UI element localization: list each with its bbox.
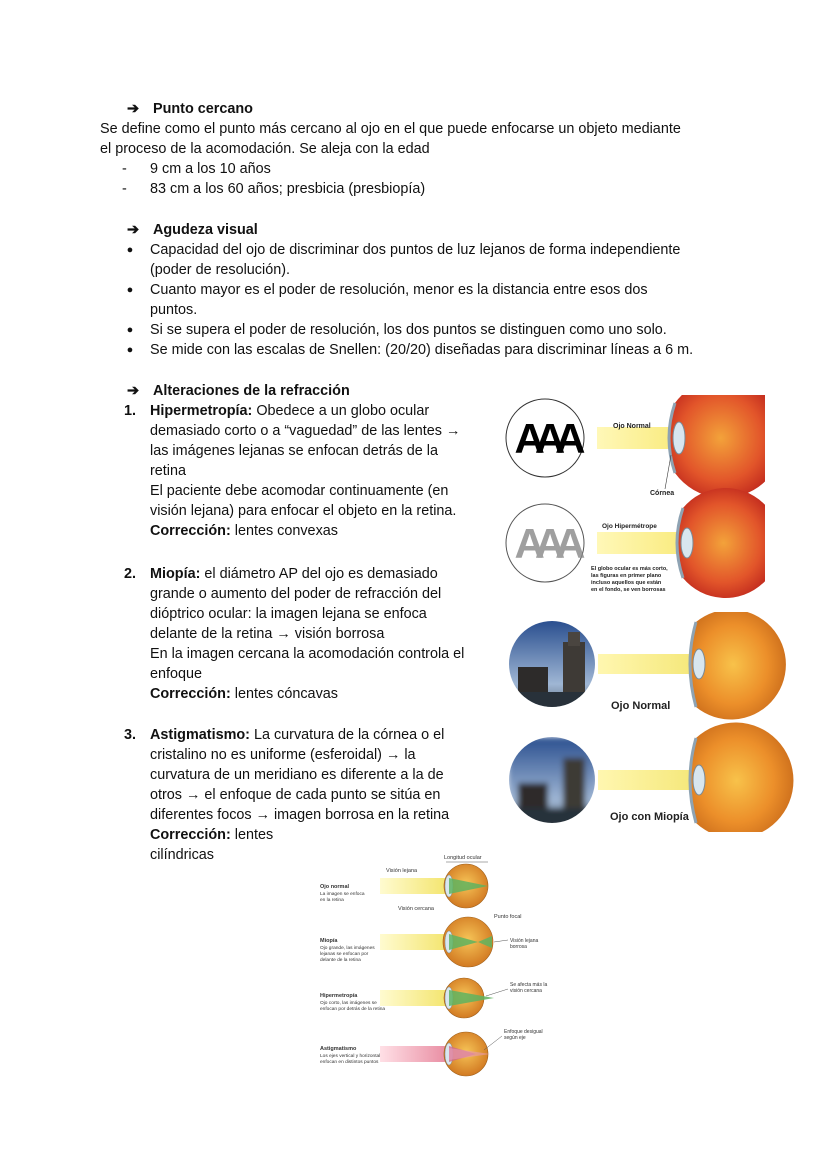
correction-label: Corrección:: [150, 827, 231, 843]
row-note: según eje: [504, 1035, 526, 1041]
list-item-text: 9 cm a los 10 años: [150, 161, 271, 177]
section-heading-alteraciones: [127, 381, 350, 401]
hiper-note: en el fondo, se ven borrosas: [591, 587, 666, 593]
item-line: visión lejana) para enfocar el objeto en la retina.: [150, 503, 457, 519]
section-heading-agudeza-visual: [127, 220, 258, 240]
label-ojo-hipermetrope: Ojo Hipermétrope: [602, 523, 657, 530]
item-line: otros → el enfoque de cada punto se sitúa en: [150, 787, 441, 803]
bullet-text: Cuanto mayor es el poder de resolución, menor es la distancia entre esos dos: [150, 282, 648, 298]
term: Hipermetropía:: [150, 403, 253, 419]
dash-mark: -: [122, 161, 127, 177]
aaa-sharp-text: AAA: [514, 415, 576, 462]
bullet-text: Capacidad del ojo de discriminar dos puntos de luz lejanos de forma independiente: [150, 242, 681, 258]
hiper-note: las figuras en primer plano: [591, 573, 662, 579]
label-vision-cercana: Visión cercana: [398, 906, 434, 912]
item-line: las imágenes lejanas se enfocan detrás de la: [150, 443, 438, 459]
bullet-text: (poder de resolución).: [150, 262, 290, 278]
term-text: La curvatura de la córnea o el: [249, 727, 445, 743]
beam: [380, 934, 450, 950]
row-note: visión cercana: [510, 988, 542, 994]
term-text: Obedece a un globo ocular: [252, 403, 430, 419]
label-ojo-normal: Ojo Normal: [611, 700, 671, 712]
item-line: [150, 564, 438, 584]
dash-mark: -: [122, 181, 127, 197]
lens: [693, 649, 705, 679]
paragraph-line: Se define como el punto más cercano al ojo en el que puede enfocarse un objeto mediante: [100, 121, 681, 137]
beam: [380, 990, 450, 1006]
item-line: grande o aumento del poder de refracción del: [150, 586, 442, 602]
row-note: Se afecta más la: [510, 982, 548, 988]
term: Astigmatismo:: [150, 727, 250, 743]
label-vision-lejana: Visión lejana: [386, 868, 418, 874]
row-title-astigmatismo: Astigmatismo: [320, 1046, 357, 1052]
list-item: [122, 179, 127, 199]
row-desc: lejanas se enfocan por: [320, 952, 369, 957]
label-cornea: Córnea: [650, 490, 675, 497]
item-line: enfoque: [150, 666, 203, 682]
arrow-icon: ➔: [127, 222, 140, 238]
myopia-illustration: [508, 612, 828, 832]
term: Miopía:: [150, 566, 201, 582]
list-item-text: 83 cm a los 60 años; presbicia (presbiopía): [150, 181, 426, 197]
paragraph-line: el proceso de la acomodación. Se aleja con la edad: [100, 141, 430, 157]
item-number: 2.: [124, 566, 137, 582]
item-line: En la imagen cercana la acomodación controla el: [150, 646, 465, 662]
beam: [380, 1046, 450, 1062]
beam: [380, 878, 450, 894]
item-line: diferentes focos → imagen borrosa en la retina: [150, 807, 450, 823]
row-title-hipermetropia: Hipermetropía: [320, 993, 358, 999]
item-line: cilíndricas: [150, 847, 214, 863]
item-line: [150, 725, 444, 745]
bullet-icon: ●: [126, 284, 134, 296]
photo-blurred: [508, 737, 598, 828]
row-desc: La imagen se enfoca: [320, 892, 365, 897]
heading-text: Agudeza visual: [153, 222, 258, 238]
section-heading-punto-cercano: [127, 99, 253, 119]
row-title-normal: Ojo normal: [320, 884, 350, 890]
term-text: el diámetro AP del ojo es demasiado: [200, 566, 438, 582]
correction-line: [150, 521, 338, 541]
label-longitud: Longitud ocular: [444, 855, 482, 861]
label-ojo-miopia: Ojo con Miopía: [610, 811, 689, 823]
hiper-note: El globo ocular es más corto,: [591, 566, 668, 572]
correction-line: [150, 684, 338, 704]
bullet-text: Se mide con las escalas de Snellen: (20/20) diseñadas para discriminar líneas a 6 m.: [150, 342, 694, 358]
list-item: [122, 159, 127, 179]
correction-label: Corrección:: [150, 686, 231, 702]
row-note: Enfoque desigual: [504, 1029, 543, 1035]
row-note: borrosa: [510, 944, 527, 950]
item-line: [150, 401, 429, 421]
item-line: demasiado corto o a “vaguedad” de las lentes →: [150, 423, 461, 439]
row-desc: delante de la retina: [320, 958, 361, 963]
bullet-text: Si se supera el poder de resolución, los dos puntos se distinguen como uno solo.: [150, 322, 667, 338]
row-desc: Ojo corto, las imágenes se: [320, 1001, 377, 1006]
item-number: 1.: [124, 403, 137, 419]
item-line: curvatura de un meridiano es diferente a la de: [150, 767, 444, 783]
correction-text: lentes: [230, 827, 274, 843]
row-desc: Ojo grande, las imágenes: [320, 946, 375, 951]
correction-text: lentes convexas: [230, 523, 338, 539]
arrow-icon: ➔: [127, 101, 140, 117]
heading-text: Alteraciones de la refracción: [153, 383, 350, 399]
refraction-diagram: [318, 850, 558, 1082]
item-line: cristalino no es uniforme (esferoidal) → la: [150, 747, 416, 763]
row-desc: en la retina: [320, 898, 344, 903]
lens: [693, 765, 705, 795]
eye-myopic: [690, 723, 793, 833]
row-desc: enfocan en distintos puntos: [320, 1060, 379, 1065]
aaa-blur-text: AAA: [514, 520, 576, 567]
hyperopia-illustration: [505, 395, 765, 600]
row-title-miopia: Miopía: [320, 938, 338, 944]
lens: [681, 528, 693, 558]
item-line: El paciente debe acomodar continuamente (en: [150, 483, 449, 499]
heading-text: Punto cercano: [153, 101, 253, 117]
item-line: delante de la retina → visión borrosa: [150, 626, 385, 642]
label-ojo-normal-small: Ojo Normal: [613, 423, 651, 430]
photo-sharp: [508, 621, 598, 712]
hiper-note: incluso aquellos que están: [591, 580, 662, 586]
label-punto-focal: Punto focal: [494, 914, 522, 920]
row-desc: Los ejes vertical y horizontal: [320, 1054, 381, 1059]
row-desc: enfocan por detrás de la retina: [320, 1007, 386, 1012]
item-number: 3.: [124, 727, 137, 743]
bullet-icon: ●: [126, 244, 134, 256]
correction-line: [150, 825, 273, 845]
correction-label: Corrección:: [150, 523, 231, 539]
bullet-icon: ●: [126, 324, 134, 336]
row-note: Visión lejana: [510, 938, 539, 944]
arrow-icon: ➔: [127, 383, 140, 399]
lens: [673, 422, 685, 454]
bullet-text: puntos.: [150, 302, 198, 318]
correction-text: lentes cóncavas: [230, 686, 338, 702]
bullet-icon: ●: [126, 344, 134, 356]
item-line: retina: [150, 463, 186, 479]
item-line: dióptrico ocular: la imagen lejana se enfoca: [150, 606, 427, 622]
